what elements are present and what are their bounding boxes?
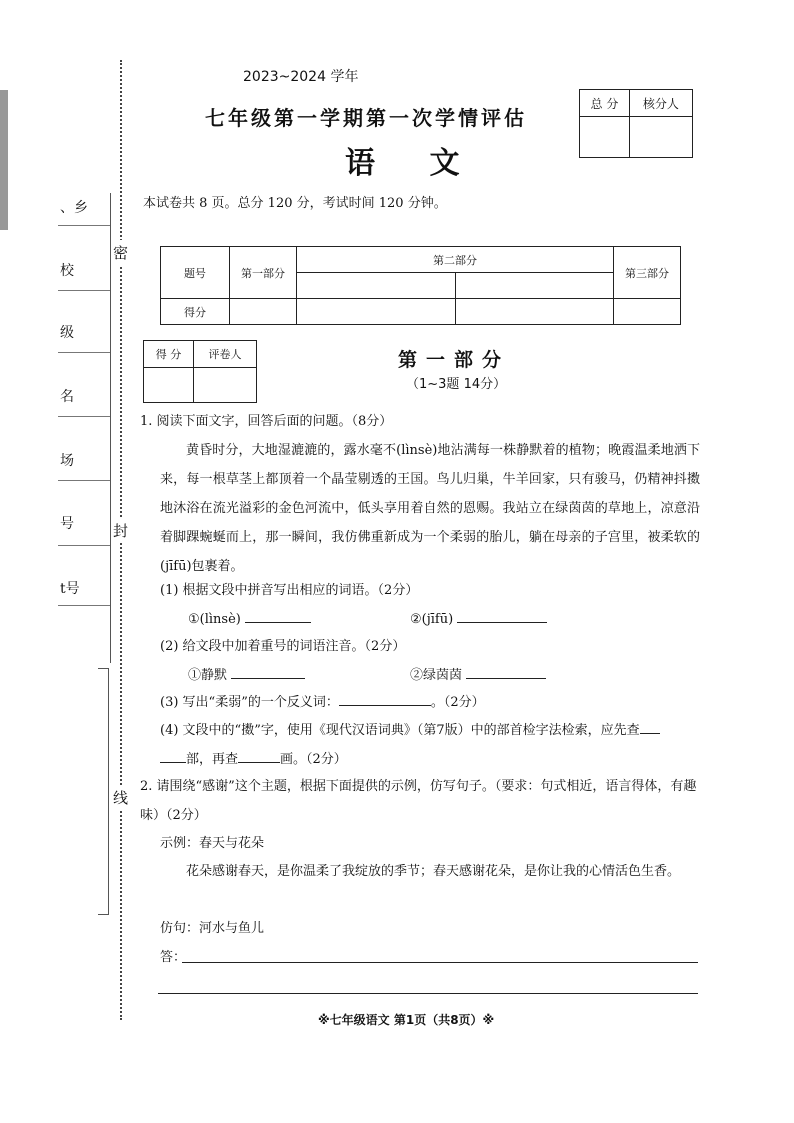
binding-divider (58, 290, 110, 291)
binding-label-school: 校 (60, 263, 74, 279)
binding-label-exam-room: 场 (60, 453, 74, 469)
cell-part-two: 第二部分 (297, 247, 614, 273)
seal-char-mi: 密 (113, 240, 128, 265)
q1-sub3-text: (3) 写出“柔弱”的一个反义词： (160, 695, 339, 710)
scan-edge-shadow (0, 90, 8, 230)
score-table (160, 246, 681, 325)
subject-title: 语 文 (345, 146, 482, 181)
q1-sub1a-label: ①(lìnsè) (188, 612, 241, 627)
q1-sub4-radical-blank-b[interactable] (160, 748, 186, 763)
q1-sub3-points: 。（2分） (430, 695, 485, 710)
q1-stem: 1. 阅读下面文字，回答后面的问题。（8分） (140, 414, 393, 429)
q2-answer-line-2[interactable] (158, 993, 698, 994)
binding-label-seat-number: 号 (60, 516, 74, 532)
exam-title: 七年级第一学期第一次学情评估 (205, 106, 527, 130)
total-score-header: 总 分 (580, 90, 630, 117)
cell-score-part-two-a[interactable] (297, 299, 456, 325)
q1-sub2: (2) 给文段中加着重号的词语注音。（2分） (160, 639, 406, 654)
checker-cell[interactable] (629, 117, 692, 158)
cell-score-part-three[interactable] (614, 299, 681, 325)
binding-label-name: 名 (60, 389, 74, 405)
q1-sub3-blank[interactable] (339, 691, 431, 706)
q1-sub4-mid: 部，再查 (186, 752, 239, 767)
part-one-subtitle: （1~3题 14分） (406, 377, 507, 392)
q1-passage: 黄昏时分，大地湿漉漉的，露水毫不(lìnsè)地沾满每一株静默着的植物；晚霞温柔地洒下来，每一根草茎上都顶着一个晶莹剔透的王国。鸟儿归巢，牛羊回家，只有骏马，仍精神抖擞地沐浴在流光溢彩的金色河流中，低头享用着自然的恩赐。我站立在绿茵茵的草地上，凉意沿着脚踝蜿蜒而上，那一瞬间，我仿佛重新成为一个柔弱的胎儿，躺在母亲的子宫里，被柔软的(jīfū)包裹着。 (160, 443, 700, 574)
cell-score-part-two-b[interactable] (455, 299, 614, 325)
binding-divider (58, 545, 110, 546)
checker-header: 核分人 (629, 90, 692, 117)
binding-divider (58, 416, 110, 417)
seal-char-xian: 线 (113, 785, 128, 810)
school-year: 2023~2024 学年 (243, 69, 359, 85)
cell-score-label: 得分 (161, 299, 230, 325)
q2-stem: 2. 请围绕“感谢”这个主题，根据下面提供的示例，仿写句子。（要求：句式相近，语言得体，有趣味）（2分） (140, 779, 697, 823)
q2-answer-line-1[interactable] (182, 962, 698, 963)
binding-label-township: 、乡 (60, 200, 88, 216)
binding-label-exam-number: t号 (60, 581, 80, 597)
page-footer: ※七年级语文 第1页（共8页）※ (318, 1013, 495, 1027)
q2-example-sentence: 花朵感谢春天，是你温柔了我绽放的季节；春天感谢花朵，是你让我的心情活色生香。 (186, 864, 681, 879)
exam-info: 本试卷共 8 页。总分 120 分，考试时间 120 分钟。 (143, 196, 447, 211)
grader-score-header: 得 分 (144, 341, 194, 368)
q2-task: 仿句：河水与鱼儿 (160, 921, 265, 936)
cell-part-two-sub-a (297, 273, 456, 299)
seal-char-feng: 封 (113, 518, 128, 543)
part-one-title: 第一部分 (398, 349, 511, 371)
q1-sub1a-blank[interactable] (245, 608, 311, 623)
binding-divider (58, 605, 110, 606)
cell-part-three: 第三部分 (614, 247, 681, 299)
grader-score-cell[interactable] (144, 368, 194, 403)
q1-sub2a-label: ①静默 (188, 668, 228, 683)
cell-question-number: 题号 (161, 247, 230, 299)
binding-divider (58, 480, 110, 481)
total-score-box (579, 89, 693, 158)
grader-name-cell[interactable] (193, 368, 256, 403)
q2-example-label: 示例：春天与花朵 (160, 836, 265, 851)
q2-answer-label: 答： (160, 950, 187, 965)
cell-score-part-one[interactable] (230, 299, 297, 325)
q1-sub1: (1) 根据文段中拼音写出相应的词语。（2分） (160, 583, 419, 598)
total-score-cell[interactable] (580, 117, 630, 158)
q1-sub2a-blank[interactable] (231, 664, 305, 679)
cell-part-two-sub-b (455, 273, 614, 299)
q1-sub4-end: 画。（2分） (280, 752, 347, 767)
q1-sub1b-label: ②(jīfū) (410, 612, 454, 627)
grader-name-header: 评卷人 (193, 341, 256, 368)
q1-sub1b-blank[interactable] (457, 608, 547, 623)
binding-divider (58, 225, 110, 226)
binding-divider (58, 352, 110, 353)
q1-sub4-radical-blank-a[interactable] (640, 719, 660, 734)
q1-sub2b-blank[interactable] (466, 664, 546, 679)
q1-sub4-strokes-blank[interactable] (238, 748, 280, 763)
binding-frame (98, 668, 109, 915)
binding-label-class: 级 (60, 325, 74, 341)
q1-sub4-text: (4) 文段中的“擞”字，使用《现代汉语词典》（第7版）中的部首检字法检索，应先查 (160, 723, 640, 738)
q1-sub2b-label: ②绿茵茵 (410, 668, 463, 683)
grader-box (143, 340, 257, 403)
cell-part-one: 第一部分 (230, 247, 297, 299)
